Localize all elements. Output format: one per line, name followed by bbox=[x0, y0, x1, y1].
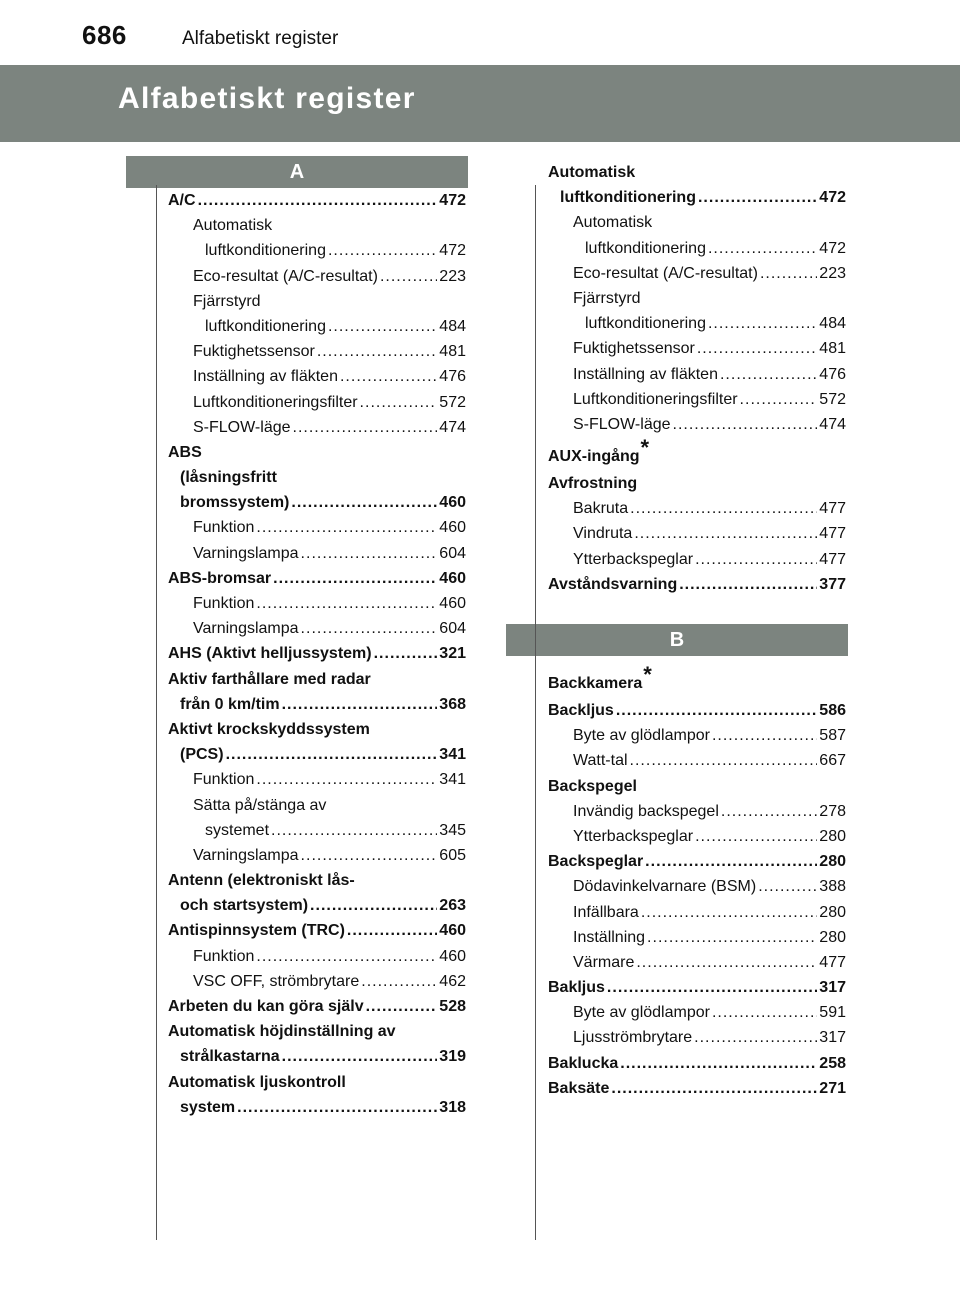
dot-leader bbox=[237, 1095, 437, 1120]
index-entry bbox=[168, 1070, 466, 1095]
page-title: Alfabetiskt register bbox=[118, 82, 416, 115]
dot-leader bbox=[380, 264, 437, 289]
dot-leader bbox=[630, 496, 817, 521]
index-entry bbox=[548, 1025, 846, 1050]
index-entry-page: 591 bbox=[819, 1004, 846, 1022]
index-entry bbox=[168, 364, 466, 389]
dot-leader bbox=[301, 616, 438, 641]
dot-leader bbox=[708, 311, 817, 336]
index-entry-text: Byte av glödlampor bbox=[573, 727, 710, 745]
dot-leader bbox=[607, 975, 817, 1000]
index-entry bbox=[168, 918, 466, 943]
index-entry-page: 317 bbox=[819, 979, 846, 997]
index-entry-text: Sätta på/stänga av bbox=[193, 796, 327, 814]
index-entry-page: 572 bbox=[439, 393, 466, 411]
dot-leader bbox=[694, 1025, 817, 1050]
index-entry-page: 604 bbox=[439, 620, 466, 638]
index-entry-page: 586 bbox=[819, 702, 846, 719]
index-entry-text: Fjärrstyrd bbox=[573, 289, 641, 307]
index-entry bbox=[168, 692, 466, 717]
index-entry bbox=[548, 496, 846, 521]
index-entry bbox=[548, 336, 846, 361]
index-entry-text: Byte av glödlampor bbox=[573, 1004, 710, 1022]
index-entry-text: Funktion bbox=[193, 947, 255, 965]
index-entry-page: 377 bbox=[819, 575, 846, 593]
index-entry-text: Bakljus bbox=[548, 979, 605, 997]
index-entry bbox=[168, 541, 466, 566]
index-entry bbox=[548, 1076, 846, 1101]
index-entry bbox=[548, 774, 846, 799]
index-entry-page: 472 bbox=[439, 192, 466, 209]
index-entry bbox=[548, 261, 846, 286]
index-entry-page: 476 bbox=[819, 365, 846, 383]
index-entry-text: Luftkonditioneringsfilter bbox=[193, 393, 358, 411]
index-entry bbox=[168, 843, 466, 868]
index-entry-text: och startsystem) bbox=[180, 897, 309, 915]
asterisk-marker: * bbox=[643, 662, 652, 687]
index-entry-text: Avståndsvarning bbox=[548, 575, 678, 593]
dot-leader bbox=[720, 362, 817, 387]
dot-leader bbox=[301, 843, 438, 868]
index-entry bbox=[548, 975, 846, 1000]
dot-leader bbox=[645, 849, 817, 874]
index-entry bbox=[548, 900, 846, 925]
index-entry-text: systemet bbox=[205, 821, 270, 839]
index-entry-page: 476 bbox=[439, 368, 466, 386]
index-entry bbox=[548, 521, 846, 546]
index-entry bbox=[548, 362, 846, 387]
index-entry-page: 462 bbox=[439, 972, 466, 990]
index-entry bbox=[168, 591, 466, 616]
index-entry-page: 318 bbox=[439, 1098, 466, 1116]
index-entry-page: 472 bbox=[819, 189, 846, 207]
index-entry-text: Arbeten du kan göra själv bbox=[168, 998, 364, 1015]
index-entry-text: från 0 km/tim bbox=[180, 695, 280, 713]
dot-leader bbox=[740, 387, 818, 412]
dot-leader bbox=[695, 547, 817, 572]
index-entry-page: 460 bbox=[439, 595, 466, 612]
section-header-a: A bbox=[126, 156, 468, 188]
index-entry-text: luftkonditionering bbox=[560, 189, 696, 207]
index-entry-text: Backljus bbox=[548, 702, 614, 719]
index-entry-text: strålkastarna bbox=[180, 1048, 280, 1066]
dot-leader bbox=[634, 521, 817, 546]
dot-leader bbox=[340, 364, 437, 389]
index-entry bbox=[168, 213, 466, 238]
dot-leader bbox=[630, 748, 818, 773]
index-entry-page: 280 bbox=[819, 853, 846, 871]
index-entry-page: 481 bbox=[819, 340, 846, 358]
index-entry-text: luftkonditionering bbox=[205, 242, 326, 260]
index-entry-text: Varningslampa bbox=[193, 544, 299, 562]
index-entry-page: 341 bbox=[439, 746, 466, 764]
index-entry bbox=[168, 1019, 466, 1044]
index-entry-page: 484 bbox=[819, 315, 846, 333]
index-entry-text: Luftkonditioneringsfilter bbox=[573, 390, 738, 408]
index-entry-page: 317 bbox=[819, 1029, 846, 1047]
index-entry-text: Ljusströmbrytare bbox=[573, 1029, 693, 1047]
index-entry-page: 587 bbox=[819, 727, 846, 745]
dot-leader bbox=[366, 994, 438, 1019]
index-entry bbox=[548, 210, 846, 235]
index-entry bbox=[168, 314, 466, 339]
dot-leader bbox=[226, 742, 438, 767]
index-entry-text: Aktiv farthållare med radar bbox=[168, 670, 371, 688]
index-entry bbox=[168, 1095, 466, 1120]
index-entry-text: Fjärrstyrd bbox=[193, 292, 261, 310]
dot-leader bbox=[282, 692, 438, 717]
dot-leader bbox=[712, 1000, 817, 1025]
dot-leader bbox=[673, 412, 818, 437]
index-entry-page: 258 bbox=[819, 1054, 846, 1072]
index-entry-page: 460 bbox=[439, 519, 466, 537]
index-entry-page: 528 bbox=[439, 998, 466, 1015]
index-entry bbox=[548, 925, 846, 950]
index-entry bbox=[168, 515, 466, 540]
index-entry bbox=[168, 289, 466, 314]
dot-leader bbox=[361, 969, 437, 994]
dot-leader bbox=[317, 339, 437, 364]
index-entry bbox=[168, 717, 466, 742]
dot-leader bbox=[328, 314, 437, 339]
index-entry-page: 484 bbox=[439, 317, 466, 335]
right-column-rule bbox=[535, 185, 536, 1240]
index-entry-text: Backkamera bbox=[548, 675, 643, 692]
index-column-right-bottom bbox=[548, 664, 846, 1101]
index-entry bbox=[548, 824, 846, 849]
dot-leader bbox=[695, 824, 817, 849]
index-entry-text: VSC OFF, strömbrytare bbox=[193, 972, 360, 990]
index-entry-page: 460 bbox=[439, 494, 466, 512]
dot-leader bbox=[620, 1051, 817, 1076]
index-entry bbox=[168, 994, 466, 1019]
index-entry-page: 605 bbox=[439, 846, 466, 864]
dot-leader bbox=[256, 767, 437, 792]
dot-leader bbox=[198, 188, 438, 213]
index-entry-page: 263 bbox=[439, 897, 466, 915]
dot-leader bbox=[256, 944, 437, 969]
index-entry-page: 345 bbox=[439, 821, 466, 839]
dot-leader bbox=[310, 893, 437, 918]
index-entry-text: Backspegel bbox=[548, 777, 637, 795]
index-entry-text: Inställning av fläkten bbox=[193, 368, 338, 386]
index-entry-page: 472 bbox=[819, 239, 846, 257]
index-entry bbox=[548, 311, 846, 336]
index-entry-text: Aktivt krockskyddssystem bbox=[168, 720, 370, 738]
index-entry bbox=[168, 893, 466, 918]
header-title: Alfabetiskt register bbox=[182, 28, 339, 49]
index-entry bbox=[548, 664, 846, 698]
index-entry bbox=[548, 849, 846, 874]
index-entry bbox=[168, 188, 466, 213]
index-entry-page: 604 bbox=[439, 544, 466, 562]
index-entry-text: (låsningsfritt bbox=[180, 469, 277, 487]
page-number: 686 bbox=[82, 20, 127, 50]
dot-leader bbox=[697, 336, 817, 361]
dot-leader bbox=[616, 698, 817, 723]
index-entry-text: Inställning av fläkten bbox=[573, 365, 718, 383]
index-entry-page: 667 bbox=[819, 752, 846, 770]
index-entry bbox=[168, 390, 466, 415]
index-entry-text: Funktion bbox=[193, 519, 255, 537]
index-column-right-top bbox=[548, 160, 846, 597]
index-entry-text: Backspeglar bbox=[548, 853, 644, 871]
dot-leader bbox=[708, 236, 817, 261]
index-entry-page: 280 bbox=[819, 928, 846, 946]
index-entry bbox=[168, 641, 466, 666]
index-entry bbox=[168, 767, 466, 792]
section-header-b: B bbox=[506, 624, 848, 656]
index-entry-text: Invändig backspegel bbox=[573, 802, 719, 820]
index-entry-text: Inställning bbox=[573, 928, 646, 946]
index-entry bbox=[548, 723, 846, 748]
dot-leader bbox=[647, 925, 817, 950]
dot-leader bbox=[641, 900, 817, 925]
index-entry bbox=[168, 742, 466, 767]
index-entry-text: Antispinnsystem (TRC) bbox=[168, 922, 345, 940]
index-entry-page: 460 bbox=[439, 947, 466, 965]
dot-leader bbox=[293, 415, 438, 440]
index-entry-text: AHS (Aktivt helljussystem) bbox=[168, 645, 372, 663]
index-entry-text: Baklucka bbox=[548, 1054, 619, 1072]
index-entry-page: 477 bbox=[819, 500, 846, 518]
index-entry-text: Fuktighetssensor bbox=[193, 343, 315, 361]
index-entry-page: 280 bbox=[819, 903, 846, 921]
index-entry bbox=[168, 1044, 466, 1069]
dot-leader bbox=[273, 566, 437, 591]
index-entry-text: Watt-tal bbox=[573, 752, 628, 770]
index-entry-text: AUX-ingång bbox=[548, 448, 640, 466]
index-entry-text: Automatisk höjdinställning av bbox=[168, 1023, 396, 1041]
index-entry bbox=[548, 236, 846, 261]
index-entry bbox=[168, 238, 466, 263]
index-entry bbox=[168, 868, 466, 893]
index-entry-text: (PCS) bbox=[180, 746, 224, 764]
index-entry-page: 477 bbox=[819, 525, 846, 543]
index-entry-page: 477 bbox=[819, 550, 846, 568]
index-entry-text: Avfrostning bbox=[548, 475, 638, 493]
dot-leader bbox=[256, 591, 437, 616]
index-entry-text: ABS bbox=[168, 443, 202, 461]
index-entry bbox=[548, 547, 846, 572]
index-entry bbox=[548, 1000, 846, 1025]
index-entry-text: Antenn (elektroniskt lås- bbox=[168, 872, 355, 890]
index-entry bbox=[548, 160, 846, 185]
index-entry bbox=[168, 339, 466, 364]
index-entry-page: 321 bbox=[439, 645, 466, 663]
index-entry-page: 477 bbox=[819, 953, 846, 971]
index-entry bbox=[548, 874, 846, 899]
dot-leader bbox=[282, 1044, 438, 1069]
dot-leader bbox=[328, 238, 437, 263]
dot-leader bbox=[271, 818, 437, 843]
index-entry bbox=[548, 1051, 846, 1076]
index-entry-page: 388 bbox=[819, 878, 846, 896]
index-entry-page: 474 bbox=[819, 415, 846, 433]
index-entry-text: Dödavinkelvarnare (BSM) bbox=[573, 878, 757, 896]
index-entry-page: 460 bbox=[439, 569, 466, 587]
index-entry-text: Funktion bbox=[193, 771, 255, 789]
dot-leader bbox=[712, 723, 817, 748]
index-entry-text: Automatisk ljuskontroll bbox=[168, 1073, 346, 1091]
index-entry-text: system bbox=[180, 1098, 236, 1116]
index-entry-page: 368 bbox=[439, 695, 466, 713]
index-entry-text: Automatisk bbox=[573, 214, 653, 232]
dot-leader bbox=[698, 185, 817, 210]
dot-leader bbox=[758, 874, 817, 899]
index-entry bbox=[168, 415, 466, 440]
dot-leader bbox=[374, 641, 438, 666]
index-entry-text: Varningslampa bbox=[193, 620, 299, 638]
dot-leader bbox=[679, 572, 817, 597]
dot-leader bbox=[291, 490, 437, 515]
index-entry-page: 460 bbox=[439, 922, 466, 940]
index-entry-text: Eco-resultat (A/C-resultat) bbox=[193, 267, 378, 285]
index-entry-text: Ytterbackspeglar bbox=[573, 550, 694, 568]
dot-leader bbox=[721, 799, 817, 824]
index-entry bbox=[168, 944, 466, 969]
index-entry bbox=[548, 950, 846, 975]
index-entry bbox=[548, 412, 846, 437]
index-entry-text: Automatisk bbox=[193, 217, 273, 235]
index-entry bbox=[168, 969, 466, 994]
index-entry-text: Fuktighetssensor bbox=[573, 340, 695, 358]
dot-leader bbox=[360, 390, 438, 415]
dot-leader bbox=[611, 1076, 817, 1101]
index-entry-text: bromssystem) bbox=[180, 494, 290, 512]
index-entry-page: 474 bbox=[439, 418, 466, 436]
index-column-left bbox=[168, 188, 466, 1120]
index-entry bbox=[548, 572, 846, 597]
index-entry bbox=[168, 793, 466, 818]
index-entry-page: 572 bbox=[819, 390, 846, 408]
dot-leader bbox=[347, 918, 437, 943]
index-entry-text: luftkonditionering bbox=[585, 315, 706, 333]
index-entry-text: luftkonditionering bbox=[205, 317, 326, 335]
index-entry-text: Varningslampa bbox=[193, 846, 299, 864]
index-entry bbox=[548, 185, 846, 210]
dot-leader bbox=[636, 950, 817, 975]
index-entry-page: 271 bbox=[819, 1079, 846, 1097]
index-entry-page: 472 bbox=[439, 242, 466, 260]
index-entry bbox=[168, 440, 466, 465]
index-entry bbox=[548, 698, 846, 723]
index-entry-text: Ytterbackspeglar bbox=[573, 827, 694, 845]
left-column-rule bbox=[156, 185, 157, 1240]
index-entry-text: Automatisk bbox=[548, 164, 636, 181]
index-entry-page: 341 bbox=[439, 771, 466, 789]
index-entry-text: luftkonditionering bbox=[585, 239, 706, 257]
index-entry bbox=[548, 437, 846, 471]
index-entry-text: Infällbara bbox=[573, 903, 639, 921]
index-entry-page: 280 bbox=[819, 827, 846, 845]
index-entry bbox=[548, 286, 846, 311]
index-entry-text: Eco-resultat (A/C-resultat) bbox=[573, 264, 758, 282]
dot-leader bbox=[256, 515, 437, 540]
index-entry-text: Värmare bbox=[573, 953, 635, 971]
index-entry-page: 223 bbox=[439, 267, 466, 285]
index-entry-text: A/C bbox=[168, 192, 196, 209]
page-header bbox=[0, 0, 960, 60]
index-entry bbox=[168, 818, 466, 843]
index-entry-page: 278 bbox=[819, 802, 846, 820]
index-entry bbox=[168, 667, 466, 692]
index-entry-text: Funktion bbox=[193, 595, 255, 612]
index-entry-page: 481 bbox=[439, 343, 466, 361]
index-entry-text: S-FLOW-läge bbox=[193, 418, 291, 436]
index-entry-text: Bakruta bbox=[573, 500, 629, 518]
index-entry bbox=[548, 471, 846, 496]
index-entry-page: 319 bbox=[439, 1048, 466, 1066]
index-entry bbox=[168, 264, 466, 289]
asterisk-marker: * bbox=[640, 435, 650, 461]
dot-leader bbox=[301, 541, 438, 566]
dot-leader bbox=[760, 261, 817, 286]
index-entry-page: 223 bbox=[819, 264, 846, 282]
index-entry-text: S-FLOW-läge bbox=[573, 415, 671, 433]
index-entry-text: Vindruta bbox=[573, 525, 633, 543]
index-entry bbox=[548, 748, 846, 773]
index-entry-text: Baksäte bbox=[548, 1079, 610, 1097]
index-entry bbox=[168, 465, 466, 490]
index-entry bbox=[168, 616, 466, 641]
index-entry bbox=[548, 799, 846, 824]
index-entry bbox=[548, 387, 846, 412]
index-entry bbox=[168, 566, 466, 591]
index-entry-text: ABS-bromsar bbox=[168, 569, 272, 587]
index-entry bbox=[168, 490, 466, 515]
